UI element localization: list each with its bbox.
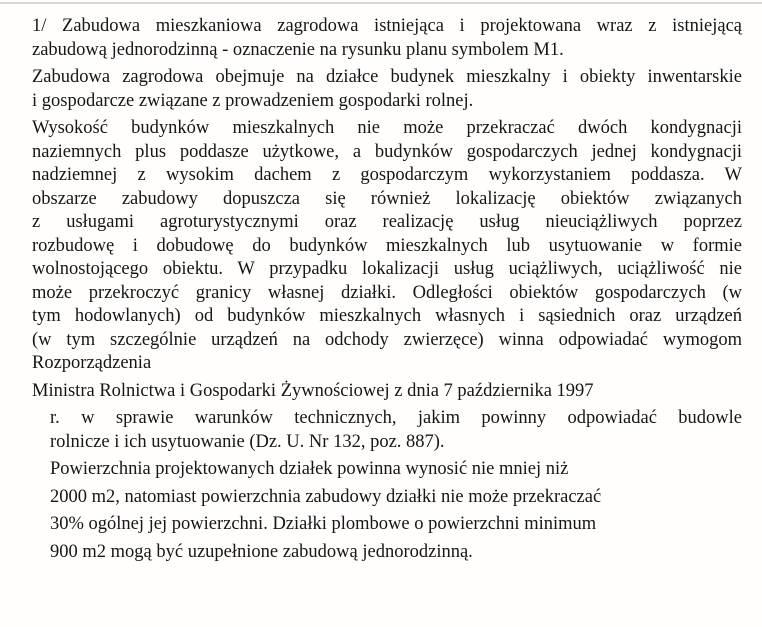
- text-line: 2000 m2, natomiast powierzchnia zabudowy działki nie może przekraczać: [50, 486, 602, 507]
- text-line: 900 m2 mogą być uzupełnione zabudową jednorodzinną.: [50, 541, 473, 562]
- text-line: obszarze zabudowy dopuszcza się również lokalizację obiektów związanych: [32, 188, 742, 209]
- text-line: rolnicze i ich usytuowanie (Dz. U. Nr 132, poz. 887).: [50, 431, 445, 452]
- text-line: z usługami agroturystycznymi oraz realizację usług nieuciążliwych poprzez: [32, 212, 742, 232]
- paragraph: [50, 407, 742, 454]
- paragraph: [32, 15, 742, 62]
- text-line: i gospodarcze związane z prowadzeniem gospodarki rolnej.: [32, 90, 474, 111]
- paragraph: [32, 380, 742, 404]
- paragraph: [50, 486, 742, 510]
- text-line: rozbudowę i dobudowę do budynków mieszkalnych lub usytuowanie w formie: [32, 235, 742, 256]
- paragraph: [50, 513, 742, 537]
- text-line: Powierzchnia projektowanych działek powinna wynosić nie mniej niż: [50, 459, 569, 479]
- text-line: naziemnych plus poddasze użytkowe, a budynków gospodarczych jednej kondygnacji: [32, 141, 742, 162]
- text-line: (w tym szczególnie urządzeń na odchody zwierzęce) winna odpowiadać wymogom: [32, 329, 742, 350]
- text-line: Ministra Rolnictwa i Gospodarki Żywnościowej z dnia 7 października 1997: [32, 380, 594, 401]
- text-line: zabudową jednorodzinną - oznaczenie na rysunku planu symbolem M1.: [32, 39, 564, 60]
- text-line: r. w sprawie warunków technicznych, jakim powinny odpowiadać budowle: [50, 408, 742, 428]
- text-line: 30% ogólnej jej powierzchni. Działki plombowe o powierzchni minimum: [50, 514, 597, 534]
- text-line: wolnostojącego obiektu. W przypadku lokalizacji usług uciążliwych, uciążliwość nie: [32, 259, 742, 279]
- text-line: Wysokość budynków mieszkalnych nie może przekraczać dwóch kondygnacji: [32, 118, 742, 138]
- paragraph: [32, 66, 742, 113]
- paragraph: [50, 541, 742, 565]
- text-line: tym hodowlanych) od budynków mieszkalnych własnych i sąsiednich oraz urządzeń: [32, 306, 742, 326]
- paragraph: [32, 117, 742, 376]
- text-line: Rozporządzenia: [32, 353, 152, 373]
- text-line: może przekroczyć granicy własnej działki. Odległości obiektów gospodarczych (w: [32, 282, 742, 303]
- text-line: 1/ Zabudowa mieszkaniowa zagrodowa istniejąca i projektowana wraz z istniejącą: [32, 16, 742, 36]
- paragraph: [50, 458, 742, 482]
- text-line: Zabudowa zagrodowa obejmuje na działce budynek mieszkalny i obiekty inwentarskie: [32, 67, 742, 87]
- top-border-rule: [0, 2, 762, 4]
- text-line: nadziemnej z wysokim dachem z gospodarczym wykorzystaniem poddasza. W: [32, 165, 742, 185]
